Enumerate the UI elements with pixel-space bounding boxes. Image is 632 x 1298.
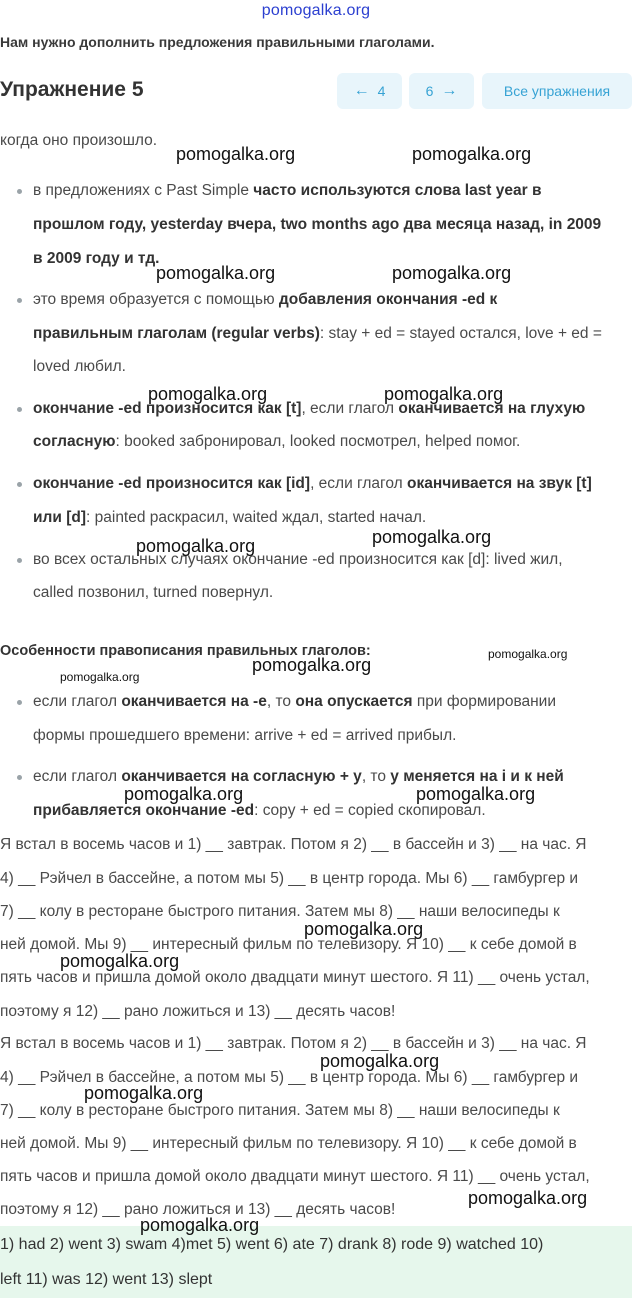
exercise-title: Упражнение 5 — [0, 78, 144, 101]
task-line: 4) __ Рэйчел в бассейне, а потом мы 5) __ в центр города. Мы 6) __ гамбургер и — [0, 1069, 579, 1086]
watermark: pomogalka.org — [372, 527, 492, 547]
theory-bullet-line: loved любил. — [33, 358, 126, 375]
bullet-dot — [17, 558, 22, 563]
watermark: pomogalka.org — [392, 263, 512, 283]
task-line: 4) __ Рэйчел в бассейне, а потом мы 5) __ в центр города. Мы 6) __ гамбургер и — [0, 870, 579, 887]
watermark: pomogalka.org — [124, 784, 244, 804]
arrow-right-icon: → — [441, 82, 458, 99]
prev-exercise-button[interactable] — [337, 73, 402, 109]
watermark: pomogalka.org — [60, 951, 180, 971]
watermark: pomogalka.org — [148, 384, 268, 404]
watermark: pomogalka.org — [60, 670, 140, 684]
theory-bullet-line: это время образуется с помощью добавления окончания -ed к — [33, 291, 498, 308]
watermark: pomogalka.org — [252, 655, 372, 675]
theory-bullet-line: в предложениях с Past Simple часто используются слова last year в — [33, 182, 542, 199]
theory-line: когда оно произошло. — [0, 132, 158, 149]
watermark: pomogalka.org — [416, 784, 536, 804]
task-line: пять часов и пришла домой около двадцати минут шестого. Я 11) __ очень устал, — [0, 1168, 590, 1185]
arrow-left-icon: ← — [353, 82, 370, 99]
watermark: pomogalka.org — [136, 536, 256, 556]
watermark: pomogalka.org — [176, 144, 296, 164]
task-line: поэтому я 12) __ рано ложиться и 13) __ десять часов! — [0, 1201, 396, 1218]
theory-bullet-line: прибавляется окончание -ed: copy + ed = copied скопировал. — [33, 802, 486, 819]
theory-bullet-line: или [d]: painted раскрасил, waited ждал, started начал. — [33, 509, 427, 526]
all-exercises-button[interactable] — [482, 73, 632, 109]
theory-bullet-line: формы прошедшего времени: arrive + ed = arrived прибыл. — [33, 727, 457, 744]
theory-bullet-line: если глагол оканчивается на согласную + y, то y меняется на i и к ней — [33, 768, 564, 785]
next-exercise-button[interactable] — [409, 73, 474, 109]
spelling-subheading: Особенности правописания правильных глаголов: — [0, 643, 371, 659]
theory-bullet-line: прошлом году, yesterday вчера, two months ago два месяца назад, in 2009 — [33, 216, 602, 233]
watermark: pomogalka.org — [488, 647, 568, 661]
watermark: pomogalka.org — [412, 144, 532, 164]
answer-line: 1) had 2) went 3) swam 4)met 5) went 6) ate 7) drank 8) rode 9) watched 10) — [0, 1236, 544, 1253]
task-line: 7) __ колу в ресторане быстрого питания. Затем мы 8) __ наши велосипеды к — [0, 903, 560, 920]
task-line: поэтому я 12) __ рано ложиться и 13) __ десять часов! — [0, 1003, 396, 1020]
theory-bullet-line: во всех остальных случаях окончание -ed произносится как [d]: lived жил, — [33, 551, 563, 568]
theory-bullet-line: окончание -ed произносится как [id], если глагол оканчивается на звук [t] — [33, 475, 592, 492]
watermark: pomogalka.org — [140, 1215, 260, 1235]
watermark: pomogalka.org — [468, 1188, 588, 1208]
theory-bullet-line: согласную: booked забронировал, looked посмотрел, helped помог. — [33, 433, 521, 450]
bullet-dot — [17, 482, 22, 487]
watermark: pomogalka.org — [304, 919, 424, 939]
theory-bullet-line: если глагол оканчивается на -e, то она опускается при формировании — [33, 693, 556, 710]
answer-line: left 11) was 12) went 13) slept — [0, 1271, 213, 1288]
theory-bullet-line: окончание -ed произносится как [t], если глагол оканчивается на глухую — [33, 400, 586, 417]
task-line: ней домой. Мы 9) __ интересный фильм по телевизору. Я 10) __ к себе домой в — [0, 936, 577, 953]
bullet-dot — [17, 775, 22, 780]
theory-bullet-line: в 2009 году и тд. — [33, 250, 160, 267]
site-watermark-top: pomogalka.org — [261, 2, 371, 19]
watermark: pomogalka.org — [384, 384, 504, 404]
watermark: pomogalka.org — [320, 1051, 440, 1071]
bullet-dot — [17, 298, 22, 303]
all-exercises-label: Все упражнения — [503, 83, 611, 99]
watermark: pomogalka.org — [156, 263, 276, 283]
theory-bullet-line: called позвонил, turned повернул. — [33, 584, 274, 601]
task-line: Я встал в восемь часов и 1) __ завтрак. Потом я 2) __ в бассейн и 3) __ на час. Я — [0, 836, 587, 853]
bullet-dot — [17, 407, 22, 412]
watermark: pomogalka.org — [84, 1083, 204, 1103]
task-line: Я встал в восемь часов и 1) __ завтрак. Потом я 2) __ в бассейн и 3) __ на час. Я — [0, 1035, 587, 1052]
prev-exercise-label: 4 — [377, 83, 386, 99]
task-line: пять часов и пришла домой около двадцати минут шестого. Я 11) __ очень устал, — [0, 969, 590, 986]
next-exercise-label: 6 — [425, 83, 434, 99]
bullet-dot — [17, 189, 22, 194]
task-line: 7) __ колу в ресторане быстрого питания. Затем мы 8) __ наши велосипеды к — [0, 1102, 560, 1119]
theory-bullet-line: правильным глаголам (regular verbs): stay + ed = stayed остался, love + ed = — [33, 325, 602, 342]
bullet-dot — [17, 700, 22, 705]
intro-text: Нам нужно дополнить предложения правильными глаголами. — [0, 34, 435, 50]
task-line: ней домой. Мы 9) __ интересный фильм по телевизору. Я 10) __ к себе домой в — [0, 1135, 577, 1152]
